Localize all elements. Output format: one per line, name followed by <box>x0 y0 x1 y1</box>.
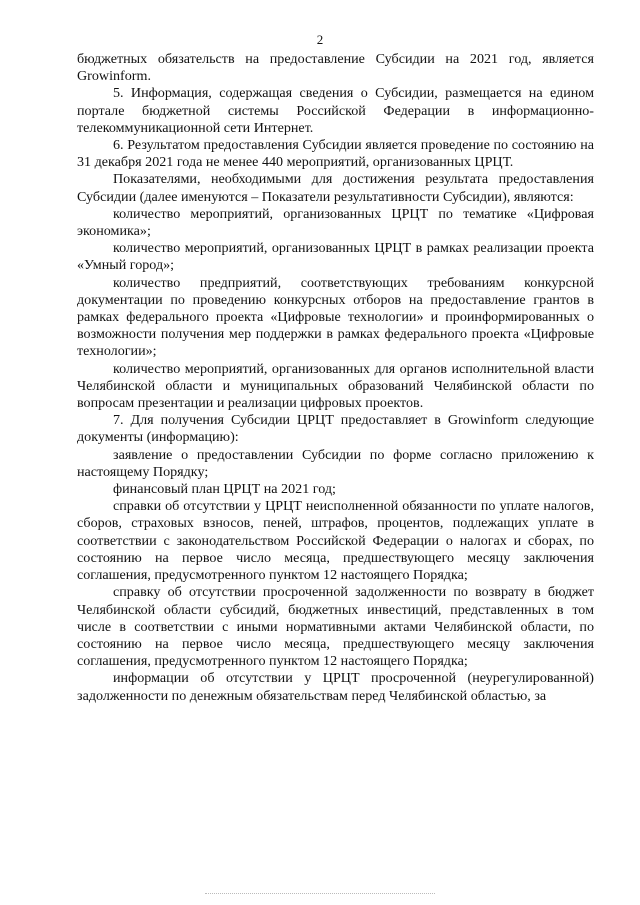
paragraph-item-6: 6. Результатом предоставления Субсидии является проведение по состоянию на 31 декабря 2021 года не менее 440 мероприятий, организованных ЦРЦТ. <box>77 137 594 171</box>
paragraph-doc-tax-certificate: справки об отсутствии у ЦРЦТ неисполненной обязанности по уплате налогов, сборов, страховых взносов, пеней, штрафов, процентов, подлежащих уплате в соответствии с законодательством Российской Федерации о налогах и сборах, по состоянию на первое число месяца, предшествующего месяцу заключения соглашения, предусмотренного пунктом 12 настоящего Порядка; <box>77 498 594 584</box>
paragraph-indicators-intro: Показателями, необходимыми для достижения результата предоставления Субсидии (далее именуются – Показатели результативности Субсидии), являются: <box>77 171 594 205</box>
footer-scan-marks <box>205 893 435 896</box>
paragraph-indicator-government-events: количество мероприятий, организованных для органов исполнительной власти Челябинской области и муниципальных образований Челябинской области по вопросам презентации и реализации цифровых проектов. <box>77 360 594 412</box>
paragraph-doc-debt-certificate: справку об отсутствии просроченной задолженности по возврату в бюджет Челябинской области субсидий, бюджетных инвестиций, представленных в том числе в соответствии с иными нормативными актами Челябинской области, по состоянию на первое число месяца, предшествующего месяцу заключения соглашения, предусмотренного пунктом 12 настоящего Порядка; <box>77 584 594 670</box>
paragraph-indicator-smart-city: количество мероприятий, организованных ЦРЦТ в рамках реализации проекта «Умный город»; <box>77 240 594 274</box>
document-body <box>77 51 594 705</box>
paragraph-item-5: 5. Информация, содержащая сведения о Субсидии, размещается на едином портале бюджетной системы Российской Федерации в информационно-телекоммуникационной сети Интернет. <box>77 85 594 136</box>
paragraph-doc-financial-plan: финансовый план ЦРЦТ на 2021 год; <box>113 481 336 498</box>
paragraph-indicator-digital-economy: количество мероприятий, организованных ЦРЦТ по тематике «Цифровая экономика»; <box>77 205 594 240</box>
paragraph-doc-application: заявление о предоставлении Субсидии по форме согласно приложению к настоящему Порядку; <box>77 446 594 480</box>
page-number: 2 <box>316 32 324 47</box>
paragraph-item-7: 7. Для получения Субсидии ЦРЦТ предоставляет в Growinform следующие документы (информацию): <box>77 412 594 446</box>
paragraph-indicator-enterprises: количество предприятий, соответствующих требованиям конкурсной документации по проведению конкурсных отборов на предоставление грантов в рамках федерального проекта «Цифровые технологии» и проинформированных о возможности получения мер поддержки в рамках федерального проекта «Цифровые технологии»; <box>77 274 594 360</box>
paragraph-continuation: бюджетных обязательств на предоставление Субсидии на 2021 год, является Growinform. <box>77 51 594 85</box>
paragraph-doc-obligations-info: информации об отсутствии у ЦРЦТ просроченной (неурегулированной) задолженности по денежным обязательствам перед Челябинской областью, за <box>77 670 594 704</box>
